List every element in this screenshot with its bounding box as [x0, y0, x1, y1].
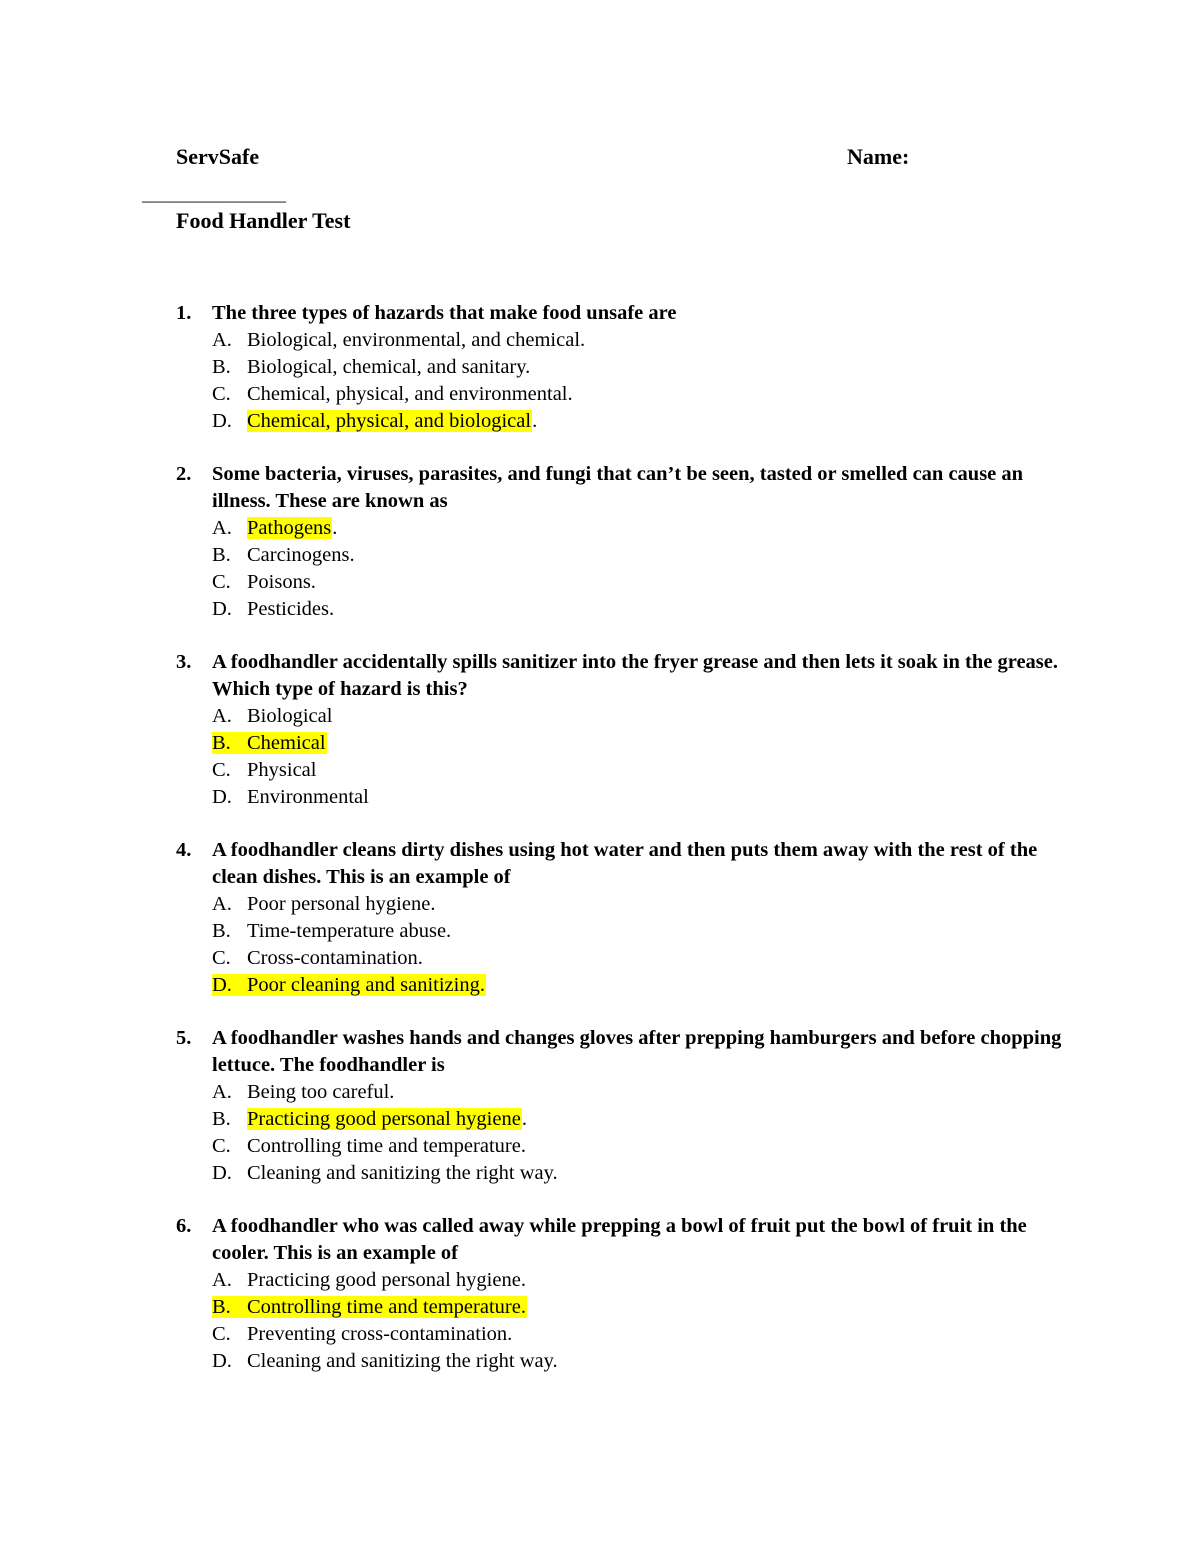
option-text: Physical: [247, 759, 317, 781]
question-number: 1.: [176, 302, 192, 324]
option-text: Preventing cross-contamination.: [247, 1323, 513, 1345]
answer-option: [212, 1321, 1066, 1348]
option-letter: C.: [212, 571, 231, 593]
answer-options: [212, 515, 1066, 623]
option-text: Poisons.: [247, 571, 316, 593]
option-text: Chemical, physical, and biological: [247, 410, 532, 432]
answer-option: [212, 1267, 1066, 1294]
option-letter: A.: [212, 329, 232, 351]
question-text: Some bacteria, viruses, parasites, and fungi that can’t be seen, tasted or smelled can cause an illness. These are known as: [212, 463, 1024, 512]
answer-highlight: [212, 732, 327, 754]
answer-options: [212, 703, 1066, 811]
option-text: Environmental: [247, 786, 369, 808]
option-letter: C.: [212, 759, 231, 781]
option-letter: B.: [212, 1296, 231, 1318]
answer-option: [212, 1348, 1066, 1375]
question-number: 2.: [176, 463, 192, 485]
option-text: Time-temperature abuse.: [247, 920, 452, 942]
option-letter: B.: [212, 920, 231, 942]
answer-option-highlighted: [212, 408, 1066, 435]
question-list: [176, 300, 1066, 1401]
option-text: Pathogens: [247, 517, 332, 539]
option-letter: B.: [212, 732, 231, 754]
question-item: [176, 837, 1066, 999]
option-letter: D.: [212, 410, 232, 432]
answer-options: [212, 327, 1066, 435]
question-item: [176, 461, 1066, 623]
question-item: [176, 1213, 1066, 1375]
option-text: Controlling time and temperature.: [247, 1296, 526, 1318]
question-number: 6.: [176, 1215, 192, 1237]
option-text: Biological: [247, 705, 333, 727]
question-number: 5.: [176, 1027, 192, 1049]
option-suffix: .: [521, 1108, 527, 1130]
option-letter: A.: [212, 1269, 232, 1291]
question-number: 4.: [176, 839, 192, 861]
option-letter: A.: [212, 1081, 232, 1103]
answer-option: [212, 1079, 1066, 1106]
question-number: 3.: [176, 651, 192, 673]
question-item: [176, 300, 1066, 435]
answer-option: [212, 1133, 1066, 1160]
option-letter: D.: [212, 786, 232, 808]
answer-options: [212, 1079, 1066, 1187]
option-text: Cleaning and sanitizing the right way.: [247, 1162, 558, 1184]
doc-subtitle: Food Handler Test: [176, 208, 351, 233]
option-text: Controlling time and temperature.: [247, 1135, 526, 1157]
option-suffix: .: [332, 517, 338, 539]
option-letter: D.: [212, 1350, 232, 1372]
option-letter: A.: [212, 705, 232, 727]
option-letter: B.: [212, 1108, 231, 1130]
option-letter: D.: [212, 974, 232, 996]
answer-option: [212, 918, 1066, 945]
question-item: [176, 649, 1066, 811]
answer-highlight: [212, 974, 486, 996]
option-text: Poor cleaning and sanitizing.: [247, 974, 485, 996]
option-text: Biological, environmental, and chemical.: [247, 329, 586, 351]
answer-option-highlighted: [212, 515, 1066, 542]
answer-option: [212, 945, 1066, 972]
name-label: Name:: [847, 144, 910, 169]
option-text: Cleaning and sanitizing the right way.: [247, 1350, 558, 1372]
name-blank-line: ________________: [142, 184, 286, 204]
option-text: Pesticides.: [247, 598, 335, 620]
answer-option: [212, 381, 1066, 408]
option-letter: C.: [212, 1323, 231, 1345]
option-text: Poor personal hygiene.: [247, 893, 436, 915]
answer-option-highlighted: [212, 730, 1066, 757]
question-text: The three types of hazards that make food unsafe are: [212, 302, 677, 324]
question-item: [176, 1025, 1066, 1187]
question-text: A foodhandler washes hands and changes gloves after prepping hamburgers and before chopping lettuce. The foodhandler is: [212, 1027, 1062, 1076]
option-letter: C.: [212, 1135, 231, 1157]
option-letter: B.: [212, 356, 231, 378]
option-letter: B.: [212, 544, 231, 566]
answer-option: [212, 327, 1066, 354]
answer-options: [212, 891, 1066, 999]
option-text: Biological, chemical, and sanitary.: [247, 356, 531, 378]
answer-option: [212, 784, 1066, 811]
answer-options: [212, 1267, 1066, 1375]
answer-highlight: [212, 1296, 527, 1318]
answer-option: [212, 354, 1066, 381]
answer-option: [212, 1160, 1066, 1187]
answer-option-highlighted: [212, 1294, 1066, 1321]
option-letter: A.: [212, 893, 232, 915]
answer-option: [212, 596, 1066, 623]
option-suffix: .: [532, 410, 538, 432]
answer-option: [212, 757, 1066, 784]
answer-option-highlighted: [212, 1106, 1066, 1133]
answer-option: [212, 891, 1066, 918]
question-text: A foodhandler who was called away while prepping a bowl of fruit put the bowl of fruit in the cooler. This is an example of: [212, 1215, 1027, 1264]
answer-option: [212, 542, 1066, 569]
option-text: Being too careful.: [247, 1081, 395, 1103]
option-letter: C.: [212, 947, 231, 969]
option-letter: D.: [212, 598, 232, 620]
answer-option: [212, 569, 1066, 596]
option-text: Practicing good personal hygiene.: [247, 1269, 526, 1291]
option-text: Practicing good personal hygiene: [247, 1108, 521, 1130]
answer-option-highlighted: [212, 972, 1066, 999]
question-text: A foodhandler accidentally spills sanitizer into the fryer grease and then lets it soak in the grease. Which type of hazard is this?: [212, 651, 1058, 700]
option-text: Chemical: [247, 732, 326, 754]
option-letter: D.: [212, 1162, 232, 1184]
option-text: Chemical, physical, and environmental.: [247, 383, 573, 405]
option-text: Cross-contamination.: [247, 947, 423, 969]
option-text: Carcinogens.: [247, 544, 355, 566]
doc-title: ServSafe: [176, 144, 260, 169]
answer-option: [212, 703, 1066, 730]
question-text: A foodhandler cleans dirty dishes using hot water and then puts them away with the rest of the clean dishes. This is an example of: [212, 839, 1038, 888]
option-letter: A.: [212, 517, 232, 539]
option-letter: C.: [212, 383, 231, 405]
